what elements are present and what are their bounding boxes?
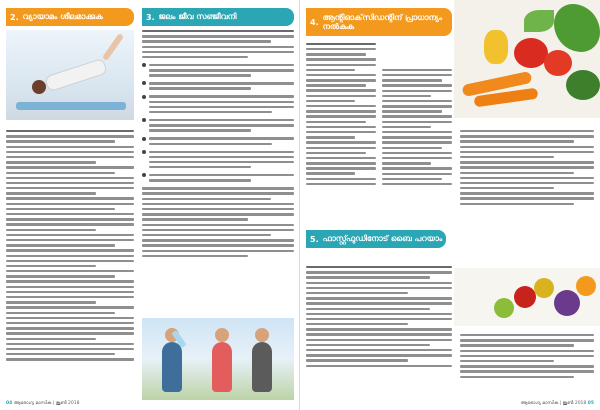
section-5-text-col2 bbox=[460, 330, 594, 394]
section-5-header-area bbox=[306, 222, 594, 262]
section-2-number: 2. bbox=[10, 12, 19, 22]
section-4-title: ആന്റിഓക്‌സിഡന്റിന് പ്രാധാന്യം നൽകുക bbox=[322, 13, 443, 31]
vegetables-photo bbox=[454, 0, 600, 118]
section-4-banner bbox=[306, 8, 452, 36]
left-footer-issue: ജൂൺ 2018 bbox=[55, 401, 80, 406]
section-5-title: ഫാസ്റ്റ്ഫുഡിനോട് ബൈ പറയാം bbox=[322, 234, 443, 243]
yoga-photo bbox=[6, 30, 134, 120]
section-2-body bbox=[6, 126, 134, 396]
left-footer-publication: ആരോഗ്യ മാസിക bbox=[13, 401, 52, 406]
section-3-number: 3. bbox=[146, 12, 155, 22]
right-page-footer: ആരോഗ്യ മാസിക | ജൂൺ 2018 05 bbox=[520, 401, 594, 406]
drinking-water-photo bbox=[142, 318, 294, 400]
section-4-text bbox=[306, 36, 452, 188]
section-2-text bbox=[6, 130, 134, 361]
right-page-number: 05 bbox=[587, 401, 594, 406]
section-4-number: 4. bbox=[310, 17, 319, 27]
left-page-footer: 04 ആരോഗ്യ മാസിക | ജൂൺ 2018 bbox=[6, 401, 80, 406]
left-page-number: 04 bbox=[6, 401, 13, 406]
right-footer-issue: ജൂൺ 2018 bbox=[562, 401, 587, 406]
section-3-title: ജലം ജീവ സഞ്ജീവനി bbox=[158, 12, 237, 21]
right-footer-publication: ആരോഗ്യ മാസിക bbox=[520, 401, 559, 406]
section-2-banner bbox=[6, 8, 134, 26]
section-5-banner bbox=[306, 230, 446, 248]
fruits-photo bbox=[454, 268, 600, 326]
section-5-number: 5. bbox=[310, 234, 319, 244]
section-2-title: വ്യായാമം ശീലമാക്കുക bbox=[22, 12, 103, 21]
section-3-banner bbox=[142, 8, 294, 26]
section-5-text bbox=[306, 262, 452, 396]
section-3-text bbox=[142, 30, 294, 257]
